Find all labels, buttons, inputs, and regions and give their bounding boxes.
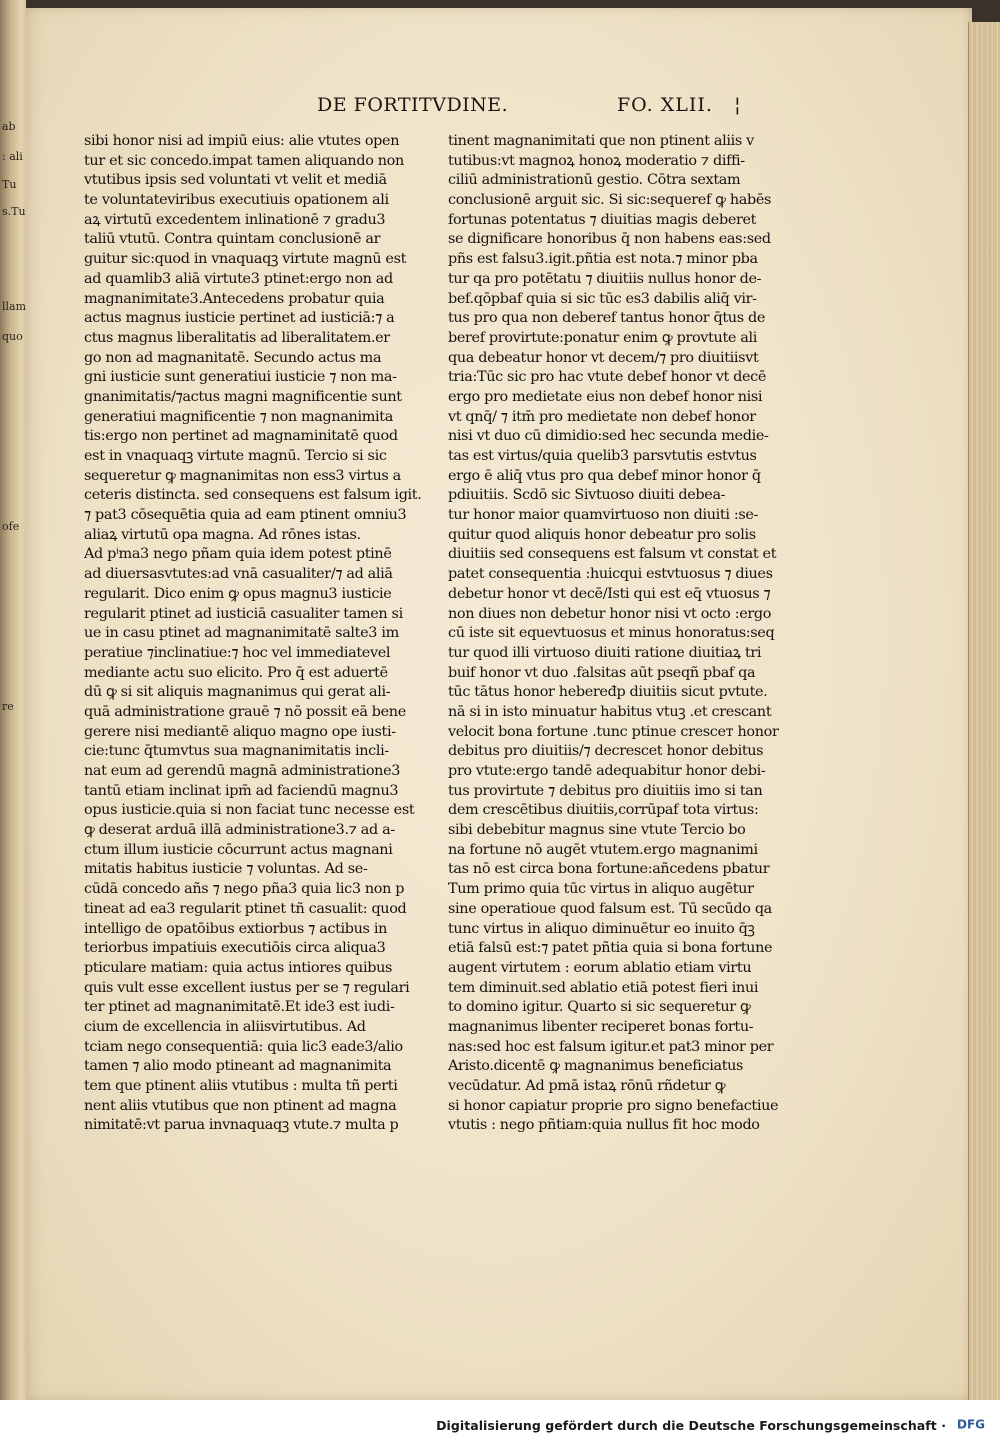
text-line: nimitatē:vt parua invnaquaqꝫ vtute.⁊ multa p — [84, 1117, 399, 1134]
text-line: actus magnus iusticie pertinet ad iusticiā:⁊ a — [84, 310, 395, 327]
text-line: tis:ergo non pertinet ad magnaminitatē quod — [84, 428, 398, 445]
text-line: tur et sic concedo.impat tamen aliquando non — [84, 152, 404, 169]
text-line: nas:sed hoc est falsum igitur.et pat3 minor per — [448, 1038, 774, 1055]
page-stack-edge — [968, 22, 1000, 1402]
text-line: Ad pⁱma3 nego pñam quia idem potest ptinē — [84, 546, 392, 563]
text-line: sequeretur ꝙ magnanimitas non ess3 virtus a — [84, 467, 401, 484]
text-line: Tum primo quia tūc virtus in aliquo augētur — [448, 881, 754, 898]
text-line: ciliū administrationū gestio. Cōtra sextam — [448, 172, 741, 189]
text-line: cium de excellencia in aliisvirtutibus. Ad — [84, 1018, 366, 1035]
text-line: tem diminuit.sed ablatio etiā potest fieri inui — [448, 979, 759, 996]
adjacent-page-fragment: : ali — [2, 150, 23, 163]
text-line: fortunas potentatus ⁊ diuitias magis deberet — [448, 211, 757, 228]
text-line: tineat ad ea3 regularit ptinet tñ casualit: quod — [84, 900, 407, 917]
text-line: bef.qōpbaf quia si sic tūc es3 dabilis aliq̄ vir- — [448, 290, 757, 307]
text-line: non diues non debetur honor nisi vt octo :ergo — [448, 605, 772, 622]
text-line: ter ptinet ad magnanimitatē.Et ide3 est iudi- — [84, 999, 395, 1016]
text-line: tur honor maior quamvirtuoso non diuiti :se- — [448, 507, 759, 524]
text-line: teriorbus impatiuis executiōis circa aliqua3 — [84, 940, 386, 957]
text-line: tinent magnanimitati que non ptinent aliis v — [448, 133, 754, 149]
text-line: nā si in isto minuatur habitus vtuꝫ .et crescant — [448, 703, 772, 720]
text-line: tus provirtute ⁊ debitus pro diuitiis imo si tan — [448, 782, 763, 799]
text-line: ergo ē aliq̄ vtus pro qua debef minor honor q̄ — [448, 467, 761, 484]
text-line: dū ꝙ si sit aliquis magnanimus qui gerat ali- — [84, 684, 391, 701]
text-line: pticulare matiam: quia actus intiores quibus — [84, 959, 393, 976]
adjacent-page-fragment: Tu — [2, 178, 17, 191]
text-line: tas nō est circa bona fortune:añcedens pbatur — [448, 861, 770, 878]
text-line: tus pro qua non deberef tantus honor q̄tus de — [448, 310, 766, 327]
text-line: patet consequentia :huicqui estvtuosus ⁊ diues — [448, 566, 773, 583]
running-title: DE FORTITVDINE. — [317, 94, 509, 116]
text-line: cie:tunc q̄tumvtus sua magnanimitatis incli- — [84, 743, 389, 760]
text-line: te voluntateviribus executiuis opationem ali — [84, 192, 389, 209]
text-line: tamen ⁊ alio modo ptineant ad magnanimita — [84, 1058, 392, 1075]
text-line: debetur honor vt decē/Isti qui est eq̄ vtuosus ⁊ — [448, 585, 771, 602]
text-line: ue in casu ptinet ad magnanimitatē salte3 im — [84, 625, 399, 642]
adjacent-page-fragment: re — [2, 700, 14, 713]
text-line: pdiuitiis. Scdō sic Sivtuoso diuiti debea- — [448, 487, 726, 504]
text-line: vt qnq̄/ ⁊ itm̄ pro medietate non debef honor — [448, 408, 756, 425]
text-line: intelligo de opatōibus extiorbus ⁊ actibus in — [84, 920, 387, 937]
text-line: mediante actu suo elicito. Pro q̄ est aduertē — [84, 664, 388, 681]
right-text-column — [448, 132, 788, 1136]
text-line: opus iusticie.quia si non faciat tunc necesse est — [84, 802, 415, 819]
text-line: quitur quod aliquis honor debeatur pro solis — [448, 526, 756, 543]
text-line: sibi debebitur magnus sine vtute Tercio bo — [448, 822, 746, 839]
folio-mark: ¦ — [734, 92, 741, 116]
text-line: quā administratione grauē ⁊ nō possit eā bene — [84, 703, 406, 720]
text-line: ctus magnus liberalitatis ad liberalitatem.er — [84, 329, 390, 346]
text-line: conclusionē arguit sic. Si sic:sequeref ꝙ habēs — [448, 192, 772, 209]
text-line: gerere nisi mediantē aliquo magno ope iusti- — [84, 723, 396, 740]
text-line: si honor capiatur proprie pro signo benefactiue — [448, 1097, 779, 1114]
text-line: ad quamlib3 aliā virtute3 ptinet:ergo non ad — [84, 270, 393, 287]
text-line: gni iusticie sunt generatiui iusticie ⁊ non ma- — [84, 369, 397, 386]
text-line: tūc tātus honor hebeređp diuitiis sicut pvtute. — [448, 684, 768, 701]
text-line: regularit. Dico enim ꝙ opus magnu3 iusticie — [84, 585, 392, 602]
text-line: debitus pro diuitiis/⁊ decrescet honor debitus — [448, 743, 764, 760]
text-line: na fortune nō augēt vtutem.ergo magnanimi — [448, 841, 758, 858]
text-line: cūdā concedo añs ⁊ nego pña3 quia lic3 non p — [84, 881, 405, 898]
text-line: nent aliis vtutibus que non ptinent ad magna — [84, 1097, 397, 1114]
text-line: ceteris distincta. sed consequens est falsum igit. — [84, 487, 422, 504]
text-line: magnanimus libenter reciperet bonas fortu- — [448, 1018, 754, 1035]
text-line: Aristo.dicentē ꝙ magnanimus beneficiatus — [448, 1058, 744, 1075]
text-line: beref provirtute:ponatur enim ꝙ provtute ali — [448, 329, 758, 346]
adjacent-page-fragment: ofe — [2, 520, 20, 533]
text-line: augent virtutem : eorum ablatio etiam virtu — [448, 959, 752, 976]
text-line: velocit bona fortune .tunc ptinue cresceт honor — [448, 723, 779, 740]
adjacent-page-fragment: quo — [2, 330, 23, 343]
text-line: buif honor vt duo .falsitas aūt pseqñ pbaf qa — [448, 664, 756, 681]
text-line: tem que ptinent aliis vtutibus : multa tñ perti — [84, 1078, 398, 1094]
text-line: gnanimitatis/⁊actus magni magnificentie sunt — [84, 388, 402, 405]
text-line: pñs est falsu3.igit.pñtia est nota.⁊ minor pba — [448, 251, 758, 268]
text-line: ad diuersasvtutes:ad vnā casualiter/⁊ ad aliā — [84, 566, 393, 583]
text-line: aꝝ virtutū excedentem inlinationē ⁊ gradu3 — [84, 211, 386, 228]
text-line: quis vult esse excellent iustus per se ⁊ regulari — [84, 979, 410, 996]
running-head — [0, 94, 1000, 124]
text-line: vtutis : nego pñtiam:quia nullus fit hoc modo — [448, 1117, 760, 1134]
text-line: sine operatioue quod falsum est. Tū secūdo qa — [448, 900, 772, 917]
text-line: tur qa pro potētatu ⁊ diuitiis nullus honor de- — [448, 270, 762, 287]
text-line: nisi vt duo cū dimidio:sed hec secunda medie- — [448, 428, 769, 445]
text-line: tria:Tūc sic pro hac vtute debef honor vt decē — [448, 369, 767, 386]
text-line: to domino igitur. Quarto si sic sequeretur ꝙ — [448, 999, 751, 1016]
text-line: tutibus:vt magnoꝝ honoꝝ moderatio ⁊ diffi- — [448, 152, 745, 169]
text-line: cū iste sit equevtuosus et minus honoratus:seq — [448, 625, 775, 642]
footer-bar — [0, 1400, 1000, 1447]
text-line: sibi honor nisi ad impiū eius: alie vtutes open — [84, 133, 400, 149]
funding-notice: Digitalisierung gefördert durch die Deutsche Forschungsgemeinschaft · — [436, 1418, 946, 1433]
text-line: magnanimitate3.Antecedens probatur quia — [84, 290, 385, 307]
text-line: ctum illum iusticie cōcurrunt actus magnani — [84, 841, 393, 858]
text-line: tunc virtus in aliquo diminuētur eo inuito q̄ꝫ — [448, 920, 755, 937]
text-line: se dignificare honoribus q̄ non habens eas:sed — [448, 231, 771, 248]
adjacent-page-fragment: s.Tu — [2, 205, 26, 218]
adjacent-page-fragment: ab — [2, 120, 16, 133]
text-line: dem crescētibus diuitiis,corrūpaf tota virtus: — [448, 802, 759, 819]
text-line: generatiui magnificentie ⁊ non magnanimita — [84, 408, 393, 425]
text-line: tur quod illi virtuoso diuiti ratione diuitiaꝝ tri — [448, 644, 762, 661]
text-line: est in vnaquaqꝫ virtute magnū. Tercio si sic — [84, 448, 387, 464]
text-line: taliū vtutū. Contra quintam conclusionē ar — [84, 231, 381, 248]
text-line: mitatis habitus iusticie ⁊ voluntas. Ad se- — [84, 861, 368, 878]
text-line: guitur sic:quod in vnaquaqꝫ virtute magnū est — [84, 251, 407, 268]
text-line: tciam nego consequentiā: quia lic3 eade3/alio — [84, 1038, 403, 1055]
text-line: qua debeatur honor vt decem/⁊ pro diuitiisvt — [448, 349, 759, 366]
text-line: tas est virtus/quia quelib3 parsvtutis estvtus — [448, 448, 757, 464]
text-line: diuitiis sed consequens est falsum vt constat et — [448, 546, 777, 563]
text-line: vecūdatur. Ad pmā istaꝝ rōnū rñdetur ꝙ — [448, 1078, 726, 1094]
text-line: nat eum ad gerendū magnā administratione3 — [84, 763, 401, 779]
text-line: tantū etiam inclinat ipm̄ ad faciendū magnu3 — [84, 782, 399, 799]
dfg-logo-icon — [950, 1416, 992, 1432]
text-line: ꝙ deserat arduā illā administratione3.⁊ ad a- — [84, 822, 395, 839]
text-line: go non ad magnanitatē. Secundo actus ma — [84, 349, 382, 366]
adjacent-page-fragment: llam — [2, 300, 26, 313]
text-line: peratiue ⁊inclinatiue:⁊ hoc vel immediatevel — [84, 644, 391, 661]
text-line: ergo pro medietate eius non debef honor nisi — [448, 388, 763, 405]
adjacent-page-edge — [0, 0, 26, 1400]
dfg-logo-text: DFG — [956, 1417, 986, 1432]
left-text-column — [84, 132, 428, 1136]
text-line: aliaꝝ virtutū opa magna. Ad rōnes istas. — [84, 526, 361, 543]
text-line: etiā falsū est:⁊ patet pñtia quia si bona fortune — [448, 940, 773, 957]
text-line: vtutibus ipsis sed voluntati vt velit et mediā — [84, 172, 387, 189]
text-line: regularit ptinet ad iusticiā casualiter tamen si — [84, 605, 403, 622]
folio-number: FO. XLII. — [617, 94, 713, 116]
text-line: ⁊ pat3 cōsequētia quia ad eam ptinent omniu3 — [84, 507, 407, 524]
text-line: pro vtute:ergo tandē adequabitur honor debi- — [448, 763, 766, 779]
